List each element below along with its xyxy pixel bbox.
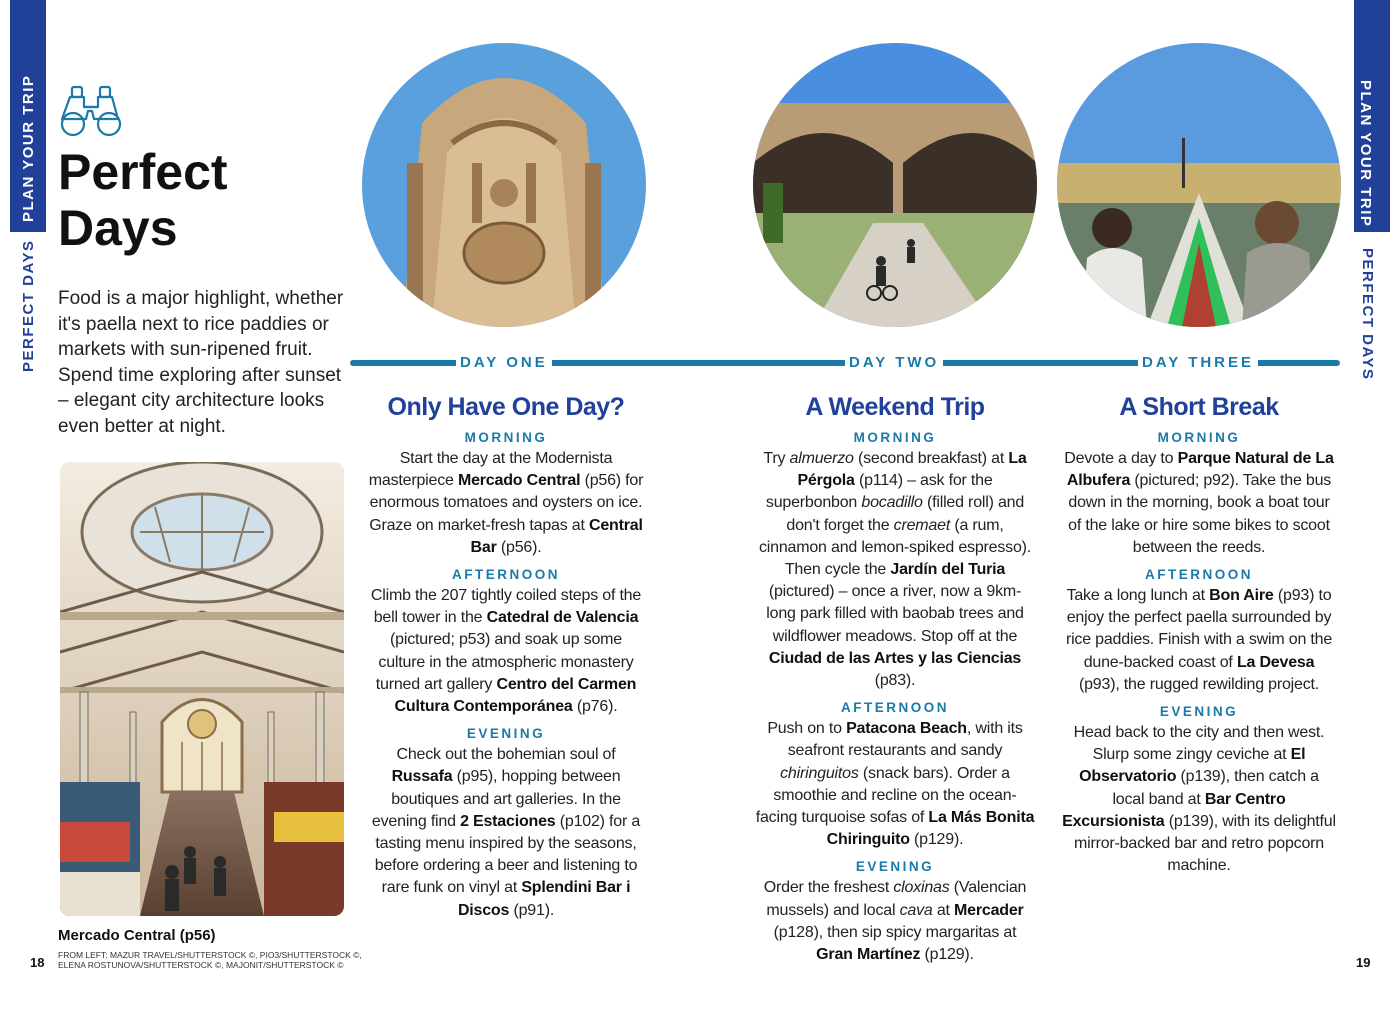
tab-plan-your-trip-left[interactable]: PLAN YOUR TRIP [20, 74, 37, 222]
day-two-heading: A Weekend Trip [805, 393, 985, 421]
day-three-evening-text: Head back to the city and then west. Slurp some zingy ceviche at El Observatorio (p139), then catch a local band at Bar Centro Excursionista (p139), with its delightful mirror-backed bar and retro popcorn machine. [1062, 724, 1336, 875]
albufera-photo [1057, 43, 1341, 327]
photo-credits: FROM LEFT: MAZUR TRAVEL/SHUTTERSTOCK ©, PIO3/SHUTTERSTOCK ©, ELENA ROSTUNOVA/SHUTTERSTOCK ©, MAJONIT/SHUTTERSTOCK © [58, 950, 362, 970]
day-one-label: DAY ONE [456, 354, 552, 372]
jardin-del-turia-photo [753, 43, 1037, 327]
day-three-column [1062, 392, 1336, 883]
day-two-afternoon-label: AFTERNOON [841, 700, 949, 716]
tab-plan-your-trip-right[interactable]: PLAN YOUR TRIP [1357, 80, 1374, 228]
day-two-morning-text: Try almuerzo (second breakfast) at La Pérgola (p114) – ask for the superbonbon bocadillo (filled roll) and don't forget the cremaet (a rum, cinnamon and lemon-spiked espresso). Then cycle the Jardín del Turia (pictured) – once a river, now a 9km-long park filled with baobab trees and wildflower meadows. Stop off at the Ciudad de las Artes y las Ciencias (p83). [758, 450, 1032, 690]
mercado-central-photo [60, 462, 344, 916]
day-one-morning-label: MORNING [464, 430, 548, 445]
catedral-photo [362, 43, 646, 327]
day-two-column [755, 392, 1035, 972]
day-three-heading: A Short Break [1119, 393, 1279, 421]
day-one-evening-label: EVENING [466, 726, 546, 742]
binoculars-icon [58, 84, 124, 136]
day-one-column [365, 392, 647, 928]
day-three-afternoon-text: Take a long lunch at Bon Aire (p93) to enjoy the perfect paella surrounded by rice paddies. Finish with a swim on the dune-backed coast of La Devesa (p93), the rugged rewilding project. [1065, 587, 1333, 693]
day-two-evening-text: Order the freshest cloxinas (Valencian mussels) and local cava at Mercader (p128), then sip spicy margaritas at Gran Martínez (p129). [763, 879, 1027, 964]
day-three-evening-label: EVENING [1159, 704, 1239, 720]
page-title: Perfect Days [58, 144, 228, 256]
day-two-evening-label: EVENING [855, 859, 935, 875]
intro-text: Food is a major highlight, whether it's paella next to rice paddies or markets with sun-ripened fruit. Spend time exploring after sunset – elegant city architecture looks even better at night. [58, 288, 344, 437]
day-one-heading: Only Have One Day? [387, 393, 625, 421]
day-two-morning-label: MORNING [853, 430, 937, 445]
photo-caption: Mercado Central (p56) [58, 927, 216, 944]
tab-perfect-days-right[interactable]: PERFECT DAYS [1359, 248, 1376, 381]
day-three-morning-label: MORNING [1157, 430, 1241, 445]
day-one-afternoon-label: AFTERNOON [452, 567, 560, 583]
page-number-left: 18 [30, 955, 45, 970]
day-three-afternoon-label: AFTERNOON [1145, 567, 1253, 583]
page-number-right: 19 [1356, 955, 1371, 970]
day-two-afternoon-text: Push on to Patacona Beach, with its seafront restaurants and sandy chiringuitos (snack bars). Order a smoothie and recline on the ocean-facing turquoise sofas of La Más Bonita Chiringuito (p129). [755, 720, 1035, 849]
day-one-evening-text: Check out the bohemian soul of Russafa (p95), hopping between boutiques and art galleries. In the evening find 2 Estaciones (p102) for a tasting menu inspired by the seasons, before ordering a beer and listening to rare funk on vinyl at Splendini Bar i Discos (p91). [371, 746, 641, 919]
day-three-morning-text: Devote a day to Parque Natural de La Albufera (pictured; p92). Take the bus down in the morning, book a boat tour of the lake or hire some bikes to scoot between the reeds. [1064, 450, 1334, 556]
tab-perfect-days-left[interactable]: PERFECT DAYS [20, 239, 37, 372]
day-one-morning-text: Start the day at the Modernista masterpiece Mercado Central (p56) for enormous tomatoes and oysters on ice. Graze on market-fresh tapas at Central Bar (p56). [368, 450, 644, 556]
day-one-afternoon-text: Climb the 207 tightly coiled steps of the bell tower in the Catedral de Valencia (pictured; p53) and soak up some culture in the atmospheric monastery turned art gallery Centro del Carmen Cultura Contemporánea (p76). [370, 587, 642, 716]
day-three-label: DAY THREE [1138, 354, 1258, 372]
day-two-label: DAY TWO [845, 354, 943, 372]
